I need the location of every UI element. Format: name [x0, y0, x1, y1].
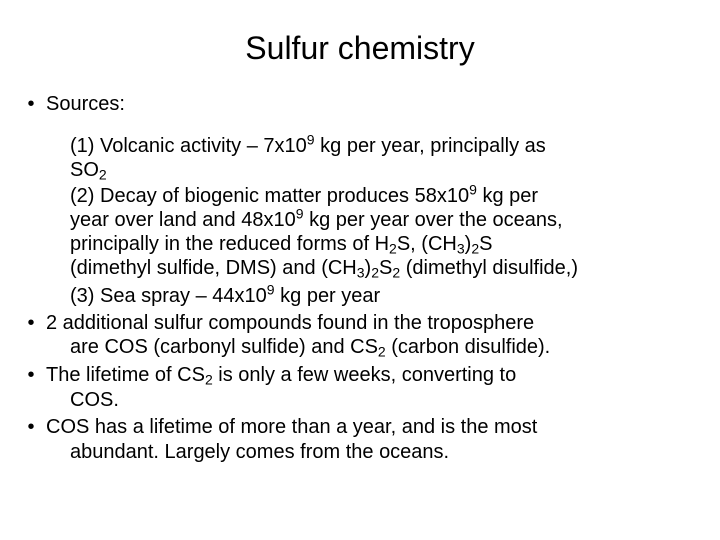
sources-heading: Sources: — [46, 93, 125, 115]
source-biogenic-line3: principally in the reduced forms of $H_2S$, $(CH_3)_2S$ — [70, 233, 493, 257]
bullet-marker: • — [27, 93, 35, 115]
source-biogenic-line1: (2) Decay of biogenic matter produces $58x10^9$ kg per — [70, 181, 539, 207]
cs2-line1: The lifetime of $CS_2$ is only a few weeks, converting to — [46, 364, 517, 388]
source-sea-spray: (3) Sea spray – $44x10^9$ kg per year — [70, 281, 381, 307]
slide-title: Sulfur chemistry — [245, 30, 475, 66]
bullet-marker: • — [27, 312, 35, 334]
bullet-marker: • — [27, 364, 35, 386]
cos-line2: abundant. Largely comes from the oceans. — [70, 441, 450, 463]
bullet-marker: • — [27, 416, 35, 438]
compounds-line1: 2 additional sulfur compounds found in the troposphere — [46, 312, 535, 334]
source-biogenic-line4: (dimethyl sulfide, DMS) and $(CH_3)_2S_2$ (dimethyl disulfide,) — [70, 257, 578, 281]
cs2-line2: COS. — [70, 389, 119, 411]
compounds-line2: are COS (carbonyl sulfide) and $CS_2$ (carbon disulfide). — [70, 336, 551, 360]
source-volcanic-line2: $SO_2$ — [70, 159, 107, 183]
source-volcanic-line1: (1) Volcanic activity – $7x10^9$ kg per year, principally as — [70, 131, 546, 157]
cos-line1: COS has a lifetime of more than a year, and is the most — [46, 416, 538, 438]
source-biogenic-line2: year over land and $48x10^9$ kg per year over the oceans, — [70, 205, 563, 231]
